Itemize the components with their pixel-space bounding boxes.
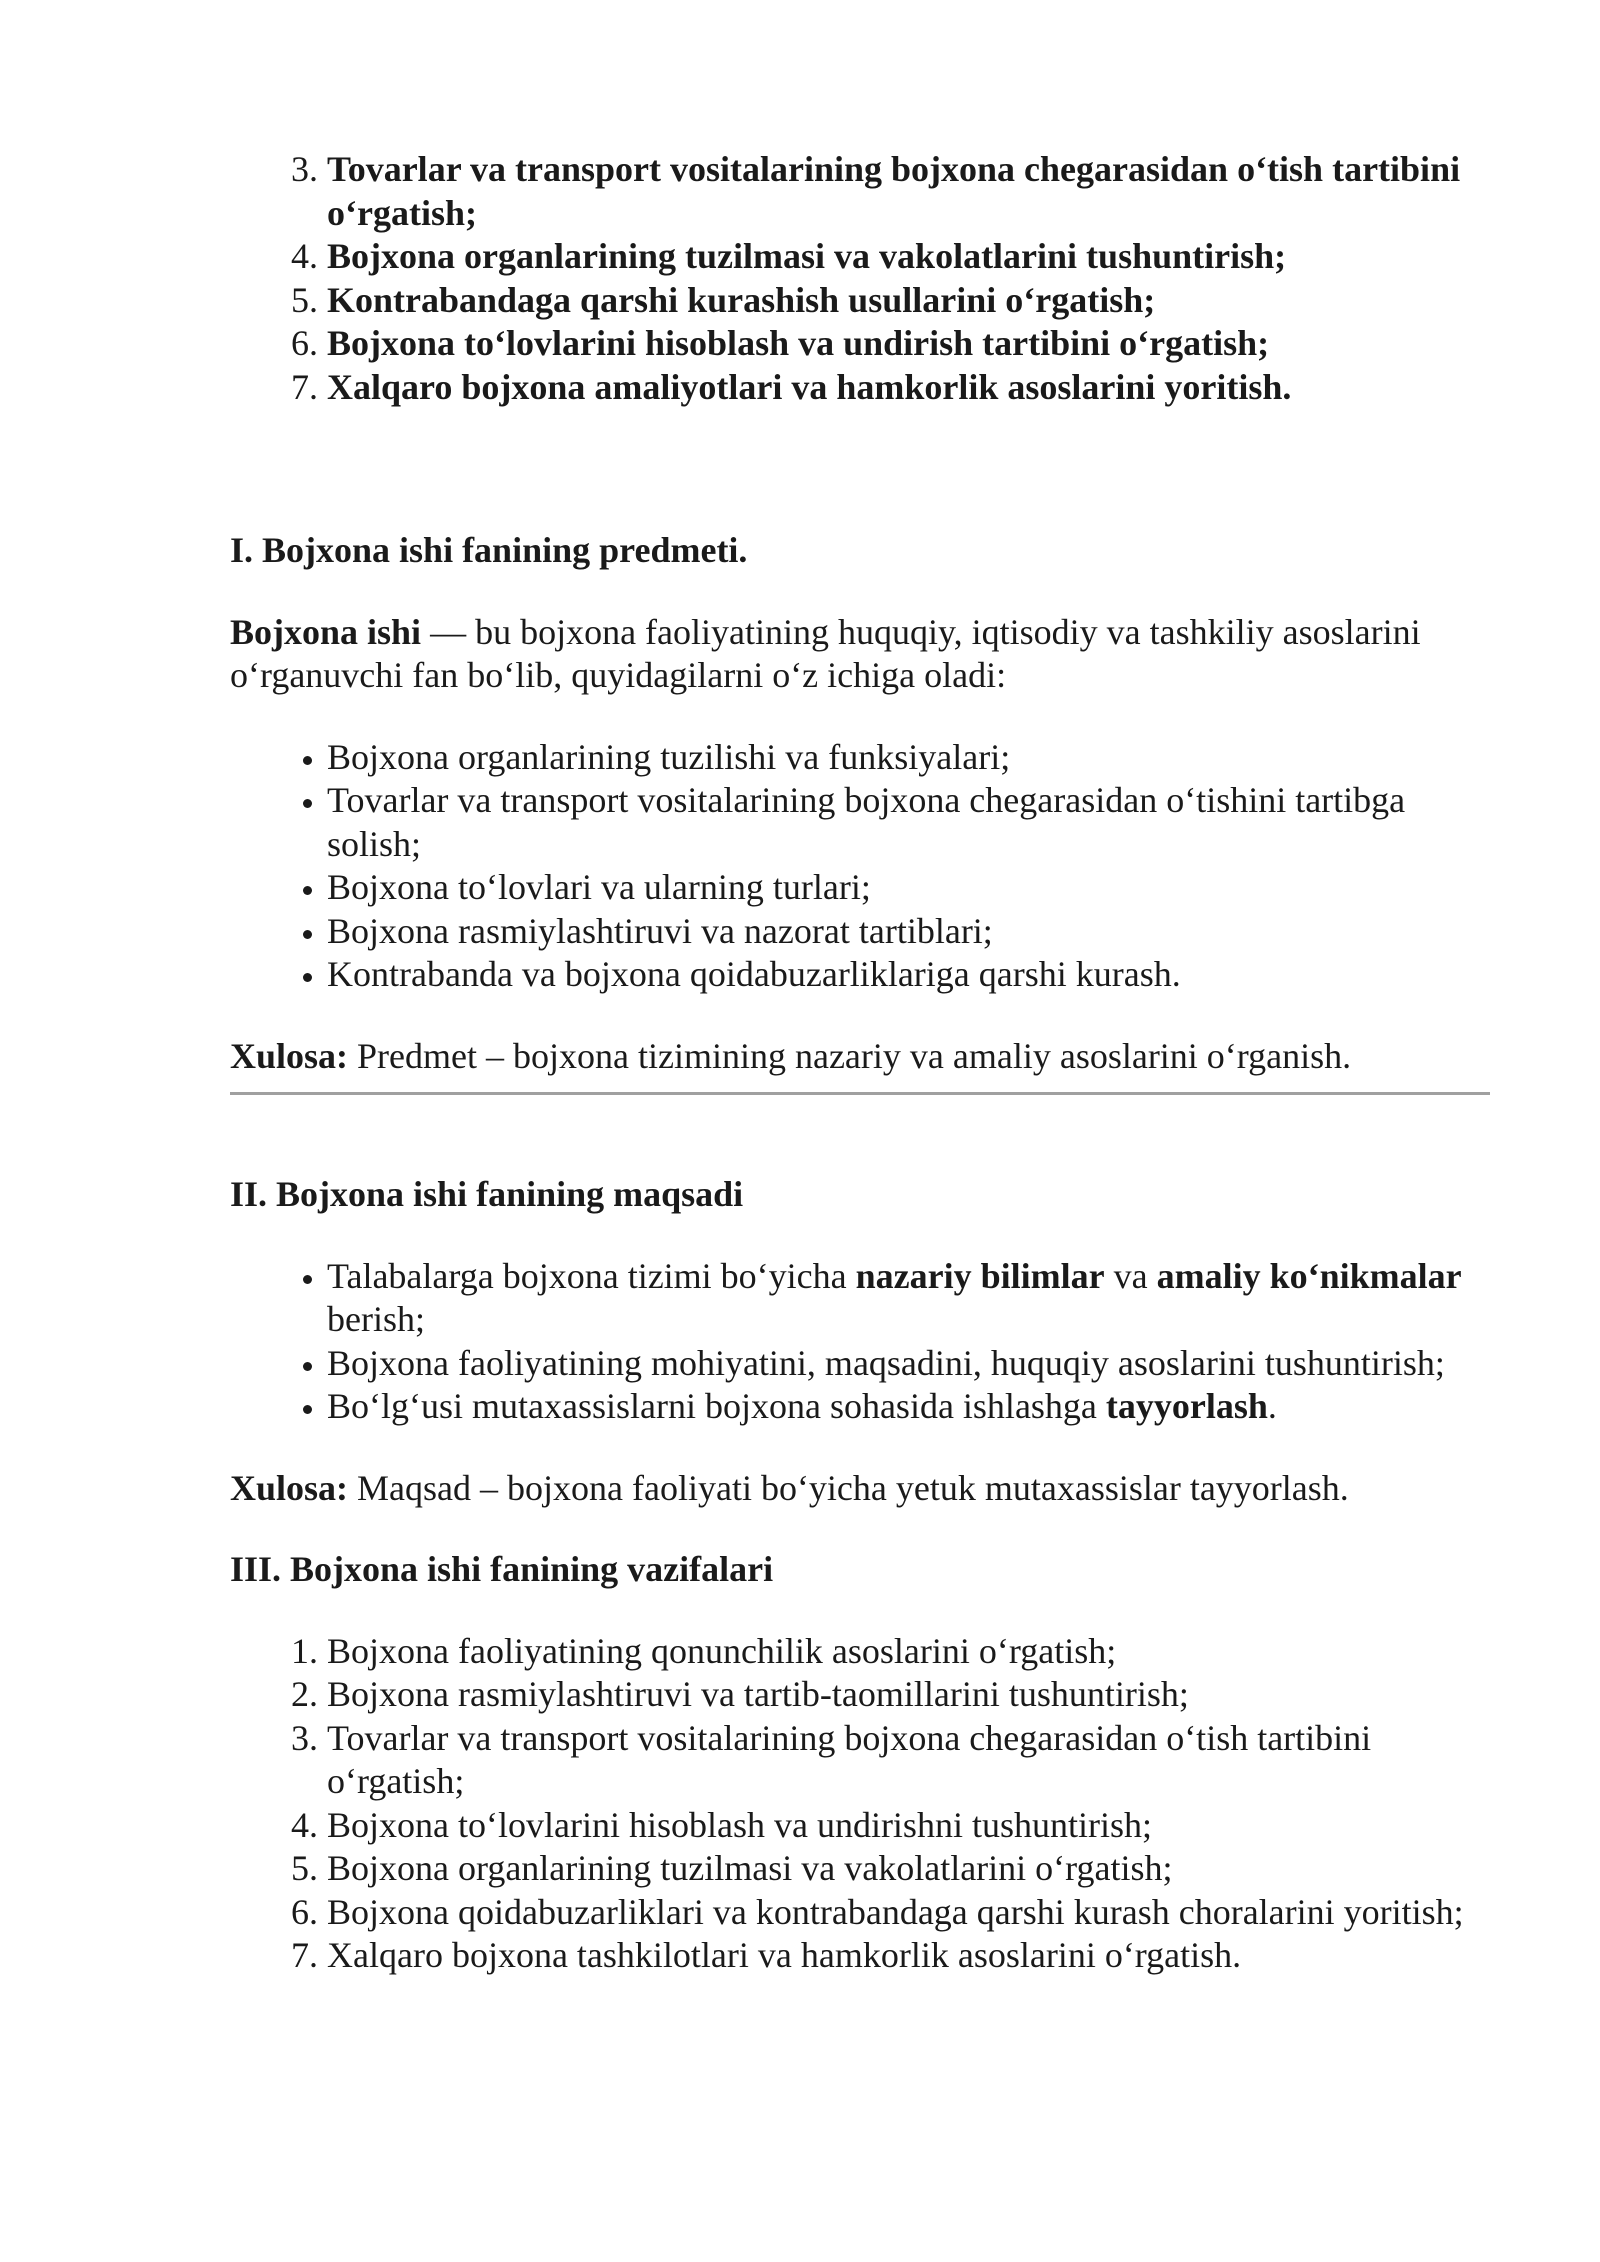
list-item: • Bojxona to‘lovlari va ularning turlari; (327, 866, 1490, 910)
section-heading-vazifalar: III. Bojxona ishi fanining vazifalari (230, 1549, 774, 1589)
conclusion-label: Xulosa: (230, 1467, 349, 1508)
list-item: 4. Bojxona organlarining tuzilmasi va vakolatlarini tushuntirish; (327, 235, 1490, 279)
list-item: 5. Kontrabandaga qarshi kurashish usullarini o‘rgatish; (327, 279, 1490, 323)
list-item: 6. Bojxona qoidabuzarliklari va kontrabandaga qarshi kurash choralarini yoritish; (327, 1891, 1490, 1935)
section-heading-maqsad: II. Bojxona ishi fanining maqsadi (230, 1174, 744, 1214)
list-item: 7. Xalqaro bojxona tashkilotlari va hamkorlik asoslarini o‘rgatish. (327, 1934, 1490, 1978)
list-item: • Bo‘lg‘usi mutaxassislarni bojxona sohasida ishlashga tayyorlash. (327, 1385, 1490, 1429)
intro-term: Bojxona ishi (230, 611, 422, 652)
bold-term: nazariy bilimlar (855, 1255, 1105, 1296)
list-item: • Talabalarga bojxona tizimi bo‘yicha nazariy bilimlar va amaliy ko‘nikmalar berish; (327, 1255, 1490, 1342)
list-item: • Tovarlar va transport vositalarining bojxona chegarasidan o‘tishini tartibga solish; (327, 779, 1490, 866)
bold-term: amaliy ko‘nikmalar (1156, 1255, 1462, 1296)
maqsad-conclusion (230, 1467, 1490, 1511)
list-item: 6. Bojxona to‘lovlarini hisoblash va undirish tartibini o‘rgatish; (327, 322, 1490, 366)
conclusion-label: Xulosa: (230, 1035, 349, 1076)
list-item: 1. Bojxona faoliyatining qonunchilik asoslarini o‘rgatish; (327, 1630, 1490, 1674)
list-item: 4. Bojxona to‘lovlarini hisoblash va undirishni tushuntirish; (327, 1804, 1490, 1848)
list-item: 3. Tovarlar va transport vositalarining bojxona chegarasidan o‘tish tartibini o‘rgatish; (327, 1717, 1490, 1804)
predmet-intro (230, 611, 1490, 698)
list-item: • Kontrabanda va bojxona qoidabuzarliklariga qarshi kurash. (327, 953, 1490, 997)
list-item: • Bojxona faoliyatining mohiyatini, maqsadini, huquqiy asoslarini tushuntirish; (327, 1342, 1490, 1386)
predmet-bullet-list (230, 736, 1490, 997)
intro-text: — bu bojxona faoliyatining huquqiy, iqtisodiy va tashkiliy asoslarini o‘rganuvchi fan bo‘lib, quyidagilarni o‘z ichiga oladi: (230, 611, 1421, 695)
list-item: 7. Xalqaro bojxona amaliyotlari va hamkorlik asoslarini yoritish. (327, 366, 1490, 410)
list-item: 5. Bojxona organlarining tuzilmasi va vakolatlarini o‘rgatish; (327, 1847, 1490, 1891)
document-page (230, 148, 1490, 1978)
predmet-conclusion (230, 1035, 1490, 1079)
list-item: 2. Bojxona rasmiylashtiruvi va tartib-taomillarini tushuntirish; (327, 1673, 1490, 1717)
section-heading-predmet: I. Bojxona ishi fanining predmeti. (230, 530, 748, 570)
bold-term: tayyorlash (1105, 1386, 1268, 1426)
vazifalar-numbered-list (230, 1630, 1490, 1978)
list-item: • Bojxona rasmiylashtiruvi va nazorat tartiblari; (327, 910, 1490, 954)
list-item: 3. Tovarlar va transport vositalarining bojxona chegarasidan o‘tish tartibini o‘rgatish; (327, 148, 1490, 235)
list-item: • Bojxona organlarining tuzilishi va funksiyalari; (327, 736, 1490, 780)
conclusion-text: Predmet – bojxona tizimining nazariy va amaliy asoslarini o‘rganish. (348, 1035, 1352, 1076)
conclusion-text: Maqsad – bojxona faoliyati bo‘yicha yetuk mutaxassislar tayyorlash. (348, 1467, 1349, 1508)
maqsad-bullet-list (230, 1255, 1490, 1429)
top-numbered-list (230, 148, 1490, 409)
